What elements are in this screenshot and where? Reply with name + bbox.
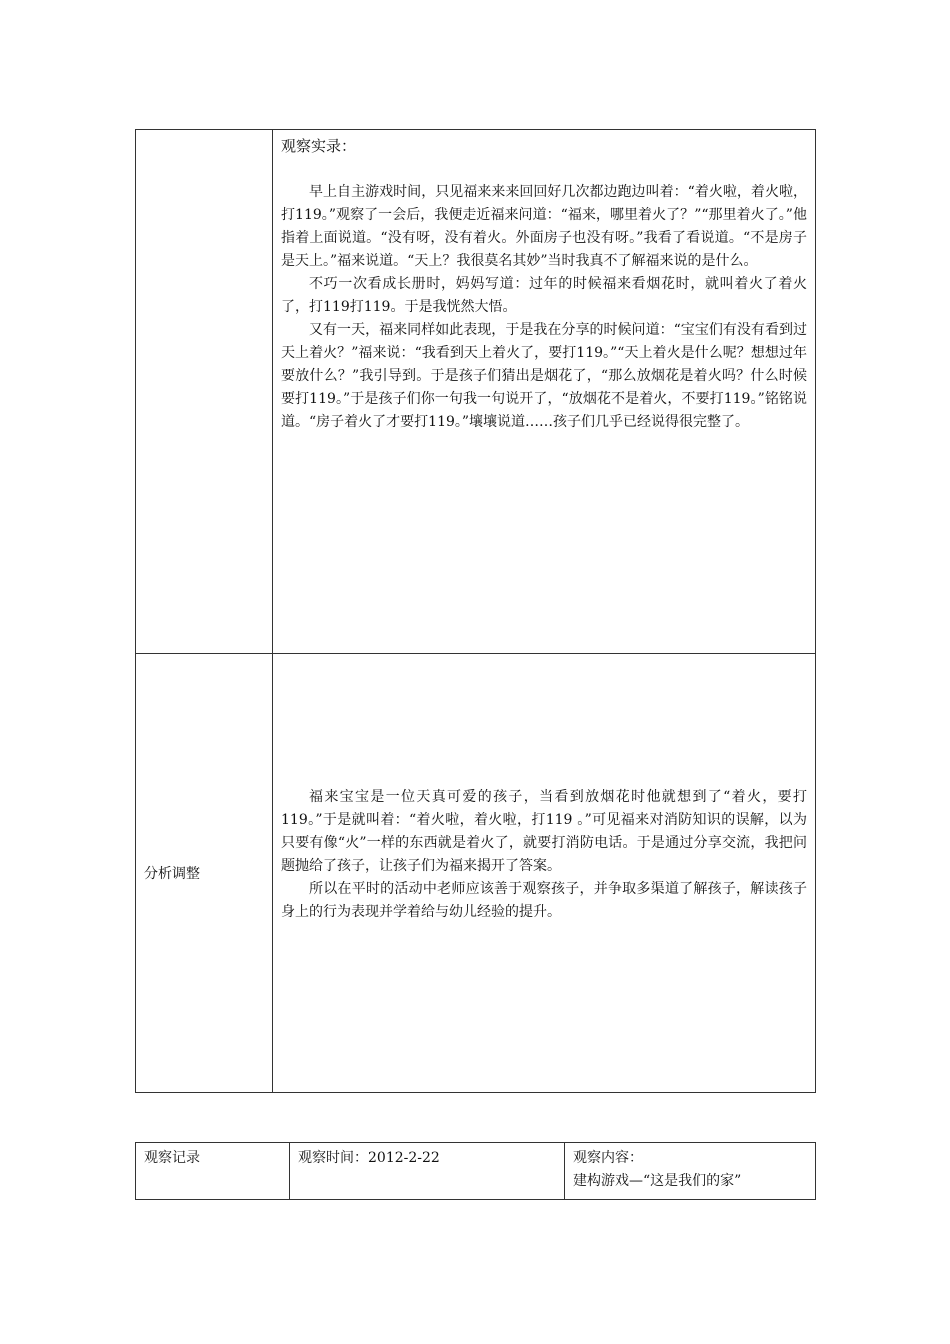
record-paragraph: 又有一天，福来同样如此表现，于是我在分享的时候问道：“宝宝们有没有看到过天上着火？”福来说：“我看到天上着火了，要打119。”“天上着火是什么呢？想想过年要放什么？”我引导到。于是孩子们猜出是烟花了，“那么放烟花是着火吗？什么时候要打119。”于是孩子们你一句我一句说开了，“放烟花不是着火，不要打119。”铭铭说道。“房子着火了才要打119。”壤壤说道……孩子们几乎已经说得很完整了。 <box>281 322 807 430</box>
analysis-row <box>136 654 816 1093</box>
observation-table <box>135 129 816 1093</box>
next-observation-row <box>136 1143 816 1200</box>
record-title: 观察实录： <box>281 137 357 155</box>
record-row <box>136 130 816 654</box>
observation-content-value: 建构游戏—“这是我们的家” <box>573 1173 742 1189</box>
analysis-cell <box>273 654 816 1093</box>
observation-time-cell <box>290 1143 565 1200</box>
analysis-label-cell <box>136 654 273 1093</box>
analysis-paragraph: 福来宝宝是一位天真可爱的孩子，当看到放烟花时他就想到了“着火，要打119。”于是就叫着：“着火啦，着火啦，打119 。”可见福来对消防知识的误解，以为只要有像“火”一样的东西就是着火了，就要打消防电话。于是通过分享交流，我把问题抛给了孩子，让孩子们为福来揭开了答案。 <box>281 789 807 874</box>
record-type-cell <box>136 1143 290 1200</box>
next-observation-table <box>135 1142 816 1200</box>
observation-time: 观察时间：2012-2-22 <box>298 1150 440 1166</box>
record-cell <box>273 130 816 654</box>
analysis-label: 分析调整 <box>144 866 200 882</box>
record-paragraph: 早上自主游戏时间，只见福来来来回回好几次都边跑边叫着：“着火啦，着火啦，打119。”观察了一会后，我便走近福来问道：“福来，哪里着火了？”“那里着火了。”他指着上面说道。“没有呀，没有着火。外面房子也没有呀。”我看了看说道。“不是房子是天上。”福来说道。“天上？我很莫名其妙”当时我真不了解福来说的是什么。 <box>281 184 807 269</box>
analysis-paragraph: 所以在平时的活动中老师应该善于观察孩子，并争取多渠道了解孩子，解读孩子身上的行为表现并学着给与幼儿经验的提升。 <box>281 881 807 920</box>
observation-content-label: 观察内容： <box>573 1150 643 1166</box>
record-type-label: 观察记录 <box>144 1150 200 1166</box>
record-paragraph: 不巧一次看成长册时，妈妈写道：过年的时候福来看烟花时，就叫着火了着火了，打119打119。于是我恍然大悟。 <box>281 276 807 315</box>
record-label-cell <box>136 130 273 654</box>
observation-content-cell <box>565 1143 816 1200</box>
